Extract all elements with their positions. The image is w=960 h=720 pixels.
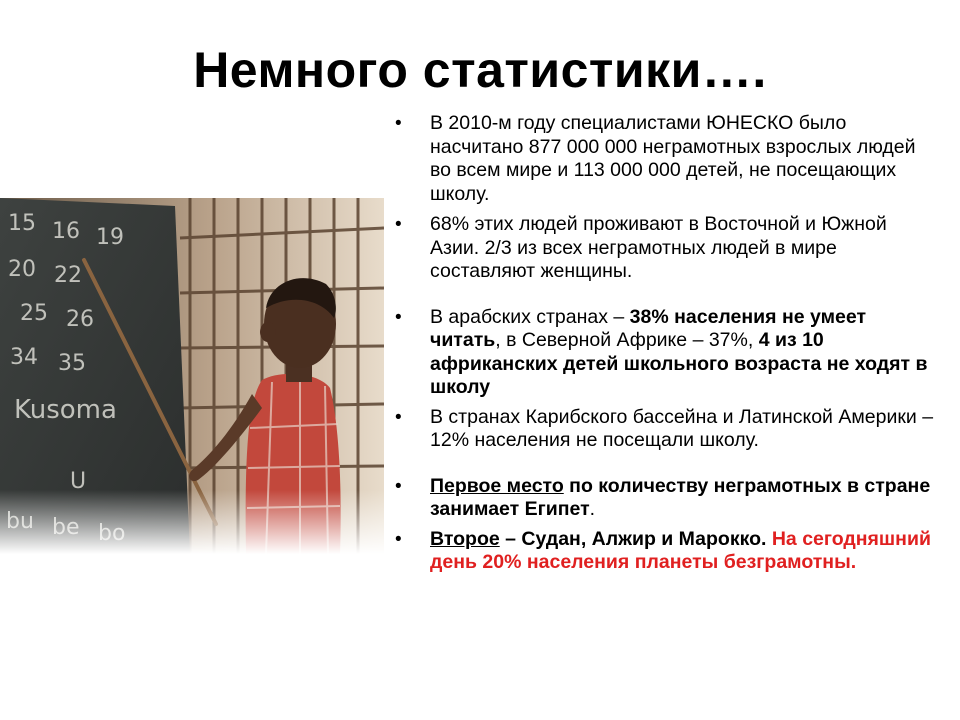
bullet-text: В 2010-м году специалистами ЮНЕСКО было насчитано 877 000 000 неграмотных взрослых людей во всем мире и 113 000 000 детей, не посещающих школу.	[430, 112, 916, 205]
bullet-text-bold-underline: Второе	[430, 527, 500, 550]
bullet-glyph: •	[395, 406, 402, 428]
list-item	[395, 112, 935, 206]
bullet-text-bold-underline: Первое место	[430, 474, 564, 497]
list-item	[395, 306, 935, 400]
bullet-glyph: •	[395, 475, 402, 497]
bullet-text-bold: по количеству неграмотных в стране занимает Египет	[430, 474, 931, 520]
list-item	[395, 406, 935, 453]
bullet-glyph: •	[395, 113, 402, 134]
bullet-text-bold: – Судан, Алжир и Марокко.	[499, 527, 772, 550]
bullet-glyph: •	[395, 214, 402, 235]
list-item	[395, 528, 935, 575]
bullet-glyph: •	[395, 528, 402, 550]
bullet-text-red: На сегодняшний день 20% населения планеты безграмотны.	[430, 527, 931, 573]
bullet-glyph: •	[395, 306, 402, 328]
bullet-text: В арабских странах –	[430, 305, 630, 328]
bullet-text: 68% этих людей проживают в Восточной и Южной Азии. 2/3 из всех неграмотных людей в мире составляют женщины.	[430, 213, 887, 282]
list-item	[395, 213, 935, 284]
bullet-text-bold: 38% населения не умеет читать	[430, 305, 867, 351]
classroom-photo	[0, 198, 384, 554]
slide-title: Немного статистики….	[193, 42, 767, 98]
list-item	[395, 475, 935, 522]
bullet-text: .	[589, 498, 596, 520]
bullet-text-bold: 4 из 10 африканских детей школьного возраста не ходят в школу	[430, 329, 928, 398]
statistics-list	[395, 112, 935, 575]
bullet-text: , в Северной Африке – 37%,	[495, 329, 759, 351]
bullet-text: В странах Карибского бассейна и Латинской Америки – 12% населения не посещали школу.	[430, 405, 934, 451]
